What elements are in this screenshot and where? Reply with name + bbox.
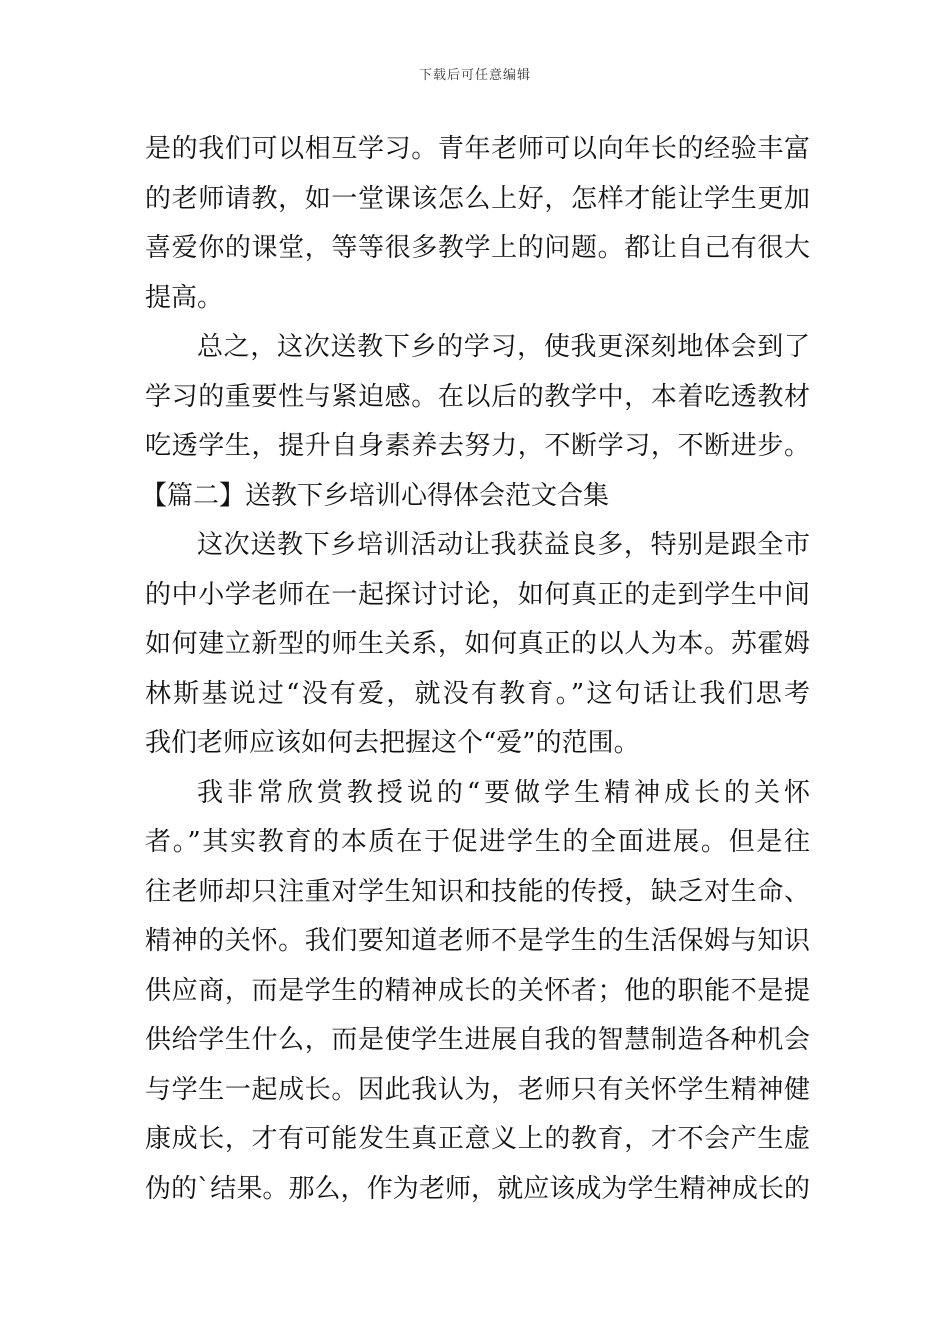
section-heading: 【篇二】送教下乡培训心得体会范文合集 bbox=[141, 480, 610, 511]
paragraph-line: 我非常欣赏教授说的“要做学生精神成长的关怀 bbox=[197, 777, 810, 808]
paragraph-line: 学习的重要性与紧迫感。在以后的教学中，本着吃透教材 bbox=[145, 381, 810, 412]
paragraph-line: 往老师却只注重对学生知识和技能的传授，缺乏对生命、 bbox=[145, 876, 810, 907]
paragraph-line: 是的我们可以相互学习。青年老师可以向年长的经验丰富 bbox=[145, 134, 810, 164]
paragraph-line: 的老师请教，如一堂课该怎么上好，怎样才能让学生更加 bbox=[145, 183, 810, 214]
paragraph-line: 吃透学生，提升自身素养去努力，不断学习，不断进步。 bbox=[145, 431, 810, 461]
paragraph-line: 的中小学老师在一起探讨讨论，如何真正的走到学生中间 bbox=[145, 579, 810, 610]
paragraph-line: 精神的关怀。我们要知道老师不是学生的生活保姆与知识 bbox=[145, 926, 810, 956]
paragraph-line: 伪的`结果。那么，作为老师，就应该成为学生精神成长的 bbox=[145, 1173, 810, 1204]
paragraph-line: 提高。 bbox=[145, 282, 224, 313]
document-body bbox=[141, 125, 810, 1214]
paragraph-line: 供应商，而是学生的精神成长的关怀者；他的职能不是提 bbox=[145, 975, 810, 1006]
paragraph-line: 喜爱你的课堂，等等很多教学上的问题。都让自己有很大 bbox=[145, 233, 810, 263]
paragraph-line: 这次送教下乡培训活动让我获益良多，特别是跟全市 bbox=[197, 530, 810, 560]
paragraph-line: 者。”其实教育的本质在于促进学生的全面进展。但是往 bbox=[145, 827, 810, 857]
paragraph-line: 总之，这次送教下乡的学习，使我更深刻地体会到了 bbox=[197, 332, 810, 362]
paragraph-line: 与学生一起成长。因此我认为，老师只有关怀学生精神健 bbox=[145, 1074, 810, 1105]
paragraph-line: 林斯基说过“没有爱，就没有教育。”这句话让我们思考 bbox=[145, 678, 810, 709]
page-header: 下载后可任意编辑 bbox=[418, 68, 531, 83]
paragraph-line: 如何建立新型的师生关系，如何真正的以人为本。苏霍姆 bbox=[145, 629, 810, 659]
paragraph-line: 康成长，才有可能发生真正意义上的教育，才不会产生虚 bbox=[145, 1124, 810, 1154]
paragraph-line: 供给学生什么，而是使学生进展自我的智慧制造各种机会 bbox=[145, 1025, 810, 1055]
paragraph-line: 我们老师应该如何去把握这个“爱”的范围。 bbox=[145, 728, 640, 758]
